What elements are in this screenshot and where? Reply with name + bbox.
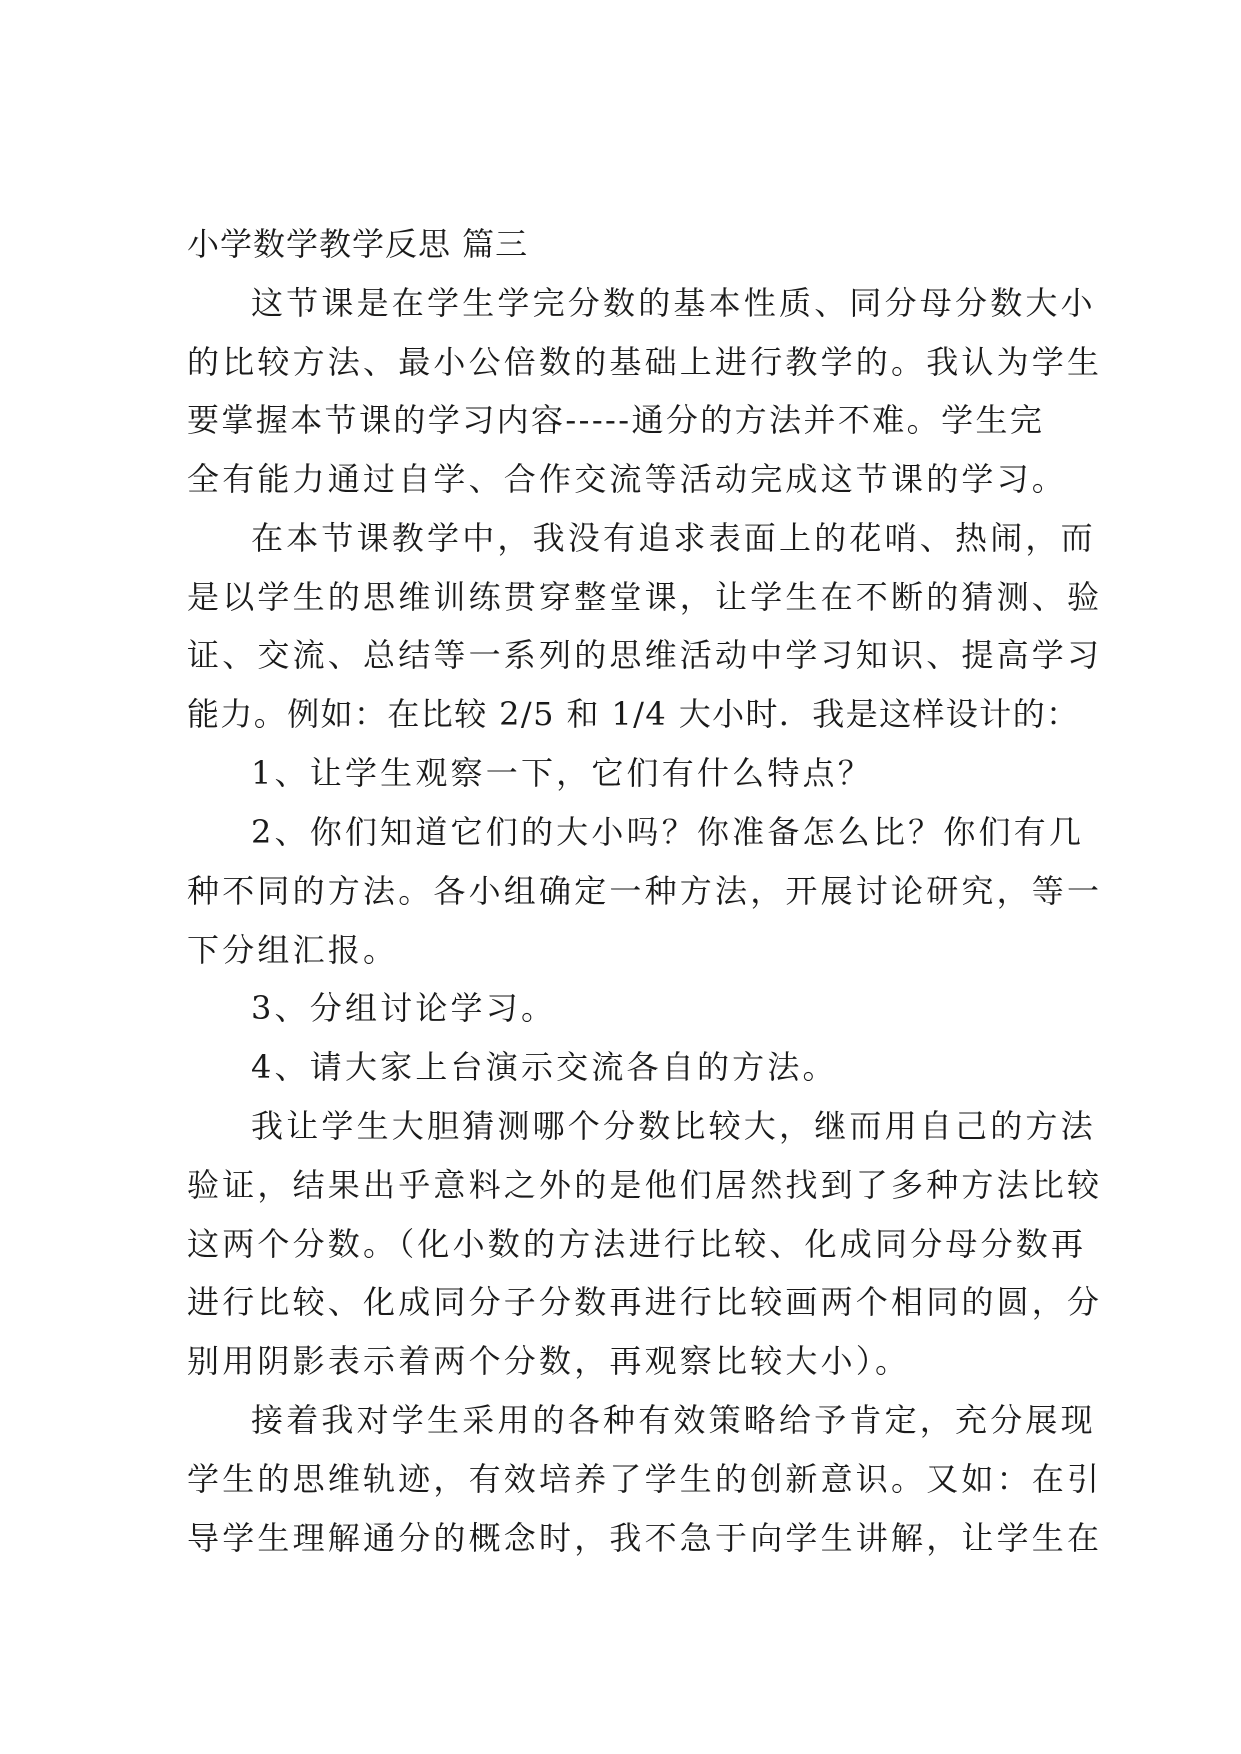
list-item: 3、分组讨论学习。 [251,989,557,1027]
paragraph-line: 进行比较、化成同分子分数再进行比较画两个相同的圆，分 [187,1283,1103,1321]
paragraph-line: 别用阴影表示着两个分数，再观察比较大小）。 [187,1342,911,1380]
paragraph-line: 是以学生的思维训练贯穿整堂课，让学生在不断的猜测、验 [187,578,1103,616]
paragraph-line: 全有能力通过自学、合作交流等活动完成这节课的学习。 [187,460,1068,498]
paragraph-line: 下分组汇报。 [187,931,399,969]
paragraph-line: 证、交流、总结等一系列的思维活动中学习知识、提高学习 [187,636,1103,674]
paragraph-line: 我让学生大胆猜测哪个分数比较大，继而用自己的方法 [251,1107,1096,1145]
paragraph-line: 在本节课教学中，我没有追求表面上的花哨、热闹，而 [251,519,1096,557]
paragraph-line: 的比较方法、最小公倍数的基础上进行教学的。我认为学生 [187,343,1103,381]
paragraph-line: 接着我对学生采用的各种有效策略给予肯定，充分展现 [251,1401,1096,1439]
paragraph-line: 验证，结果出乎意料之外的是他们居然找到了多种方法比较 [187,1166,1103,1204]
list-item: 4、请大家上台演示交流各自的方法。 [251,1048,838,1086]
paragraph-line: 学生的思维轨迹，有效培养了学生的创新意识。又如：在引 [187,1460,1103,1498]
paragraph-line: 要掌握本节课的学习内容-----通分的方法并不难。学生完 [187,401,1045,439]
paragraph-line: 这节课是在学生学完分数的基本性质、同分母分数大小 [251,284,1096,322]
list-item: 1、让学生观察一下，它们有什么特点？ [251,754,873,792]
list-item: 2、你们知道它们的大小吗？你准备怎么比？你们有几 [251,813,1085,851]
paragraph-line: 能力。例如：在比较 2/5 和 1/4 大小时．我是这样设计的： [187,695,1080,733]
paragraph-line: 这两个分数。（化小数的方法进行比较、化成同分母分数再 [187,1225,1087,1263]
paragraph-line: 种不同的方法。各小组确定一种方法，开展讨论研究，等一 [187,872,1103,910]
document-title: 小学数学教学反思 篇三 [187,225,529,263]
paragraph-line: 导学生理解通分的概念时，我不急于向学生讲解，让学生在 [187,1519,1103,1557]
